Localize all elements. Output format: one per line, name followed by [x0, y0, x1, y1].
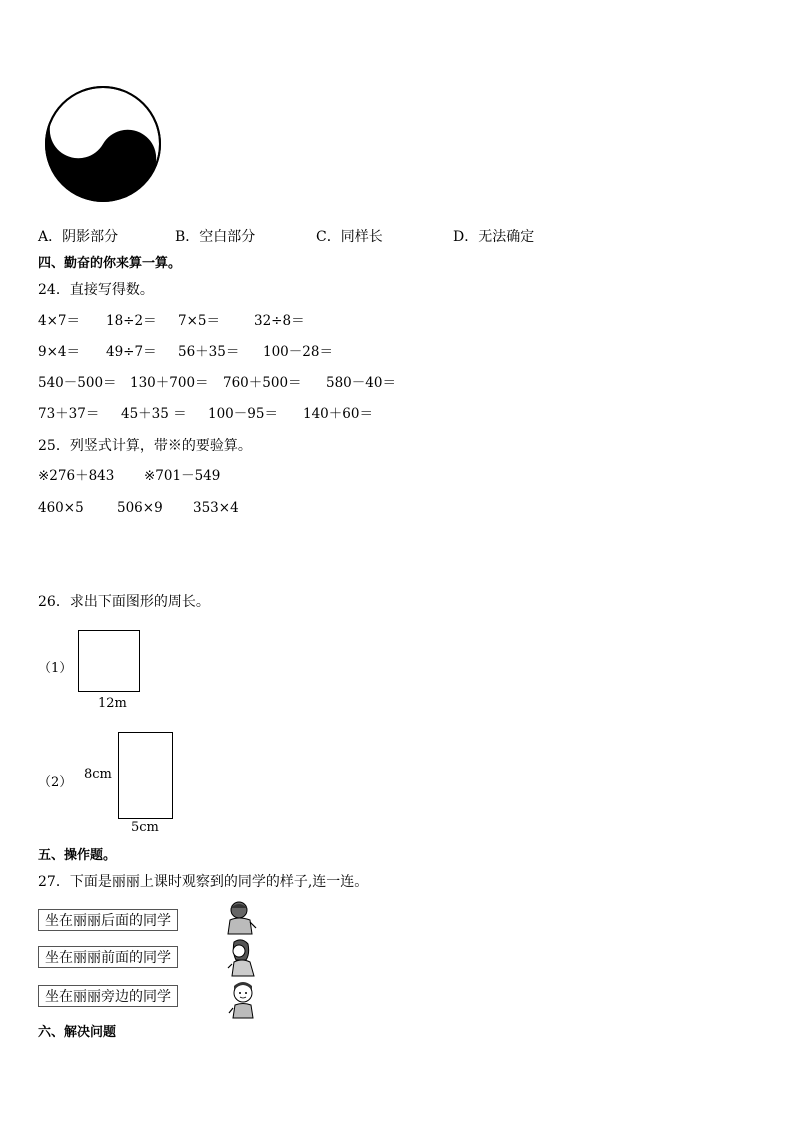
q24-expr: 7×5＝: [178, 313, 220, 329]
q24-expr: 140＋60＝: [303, 406, 373, 422]
q24-expr: 760＋500＝: [223, 375, 302, 391]
student-side-view-icon[interactable]: [226, 938, 258, 978]
rectangle-figure: [118, 732, 173, 819]
square-figure: [78, 630, 140, 692]
q27-option-behind[interactable]: 坐在丽丽后面的同学: [38, 909, 178, 931]
choice-c[interactable]: C．同样长: [316, 229, 383, 245]
q24-title: 24．直接写得数。: [38, 282, 154, 298]
q26-title: 26．求出下面图形的周长。: [38, 594, 210, 610]
student-front-view-icon[interactable]: [228, 980, 258, 1020]
q24-expr: 130＋700＝: [130, 375, 209, 391]
q27-option-front[interactable]: 坐在丽丽前面的同学: [38, 946, 178, 968]
q24-expr: 56＋35＝: [178, 344, 240, 360]
choice-b[interactable]: B．空白部分: [175, 229, 256, 245]
q25-expr: 460×5: [38, 500, 84, 516]
fig1-side-label: 12m: [98, 696, 127, 711]
q27-title: 27．下面是丽丽上课时观察到的同学的样子,连一连。: [38, 874, 369, 890]
q24-expr: 32÷8＝: [254, 313, 305, 329]
q24-expr: 580－40＝: [326, 375, 396, 391]
q24-expr: 100－28＝: [263, 344, 333, 360]
q24-expr: 4×7＝: [38, 313, 80, 329]
section-5-title: 五、操作题。: [38, 848, 117, 863]
q24-expr: 100－95＝: [208, 406, 278, 422]
section-6-title: 六、解决问题: [38, 1025, 117, 1040]
q24-expr: 540－500＝: [38, 375, 117, 391]
section-4-title: 四、勤奋的你来算一算。: [38, 256, 182, 271]
yin-yang-figure: [44, 85, 162, 203]
q24-expr: 73＋37＝: [38, 406, 100, 422]
q25-expr: ※276＋843: [38, 468, 115, 484]
q25-expr: ※701－549: [144, 468, 221, 484]
fig2-marker: （2）: [38, 775, 73, 790]
fig1-marker: （1）: [38, 661, 73, 676]
q24-expr: 18÷2＝: [106, 313, 157, 329]
fig2-height-label: 8cm: [84, 767, 112, 782]
q24-expr: 49÷7＝: [106, 344, 157, 360]
q25-expr: 506×9: [117, 500, 163, 516]
q27-option-beside[interactable]: 坐在丽丽旁边的同学: [38, 985, 178, 1007]
choice-d[interactable]: D．无法确定: [453, 229, 535, 245]
q24-expr: 45＋35 ＝: [121, 406, 187, 422]
choice-a[interactable]: A．阴影部分: [38, 229, 119, 245]
q25-title: 25．列竖式计算，带※的要验算。: [38, 438, 252, 454]
q24-expr: 9×4＝: [38, 344, 80, 360]
q25-expr: 353×4: [193, 500, 239, 516]
fig2-width-label: 5cm: [131, 820, 159, 835]
student-back-view-icon[interactable]: [224, 900, 258, 936]
